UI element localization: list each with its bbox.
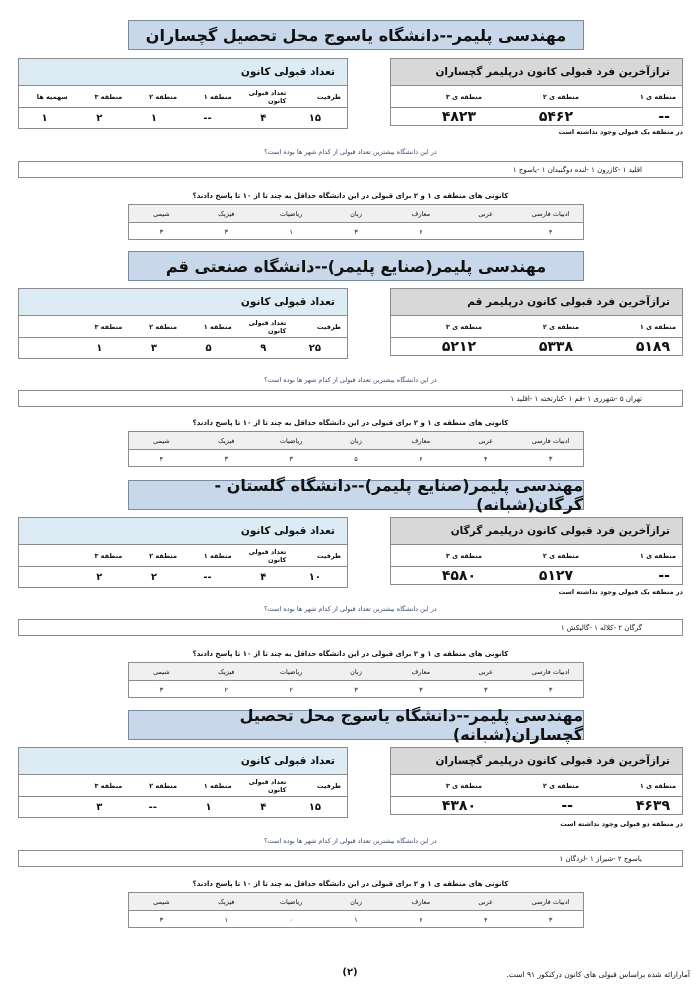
subject-header: زبان xyxy=(350,209,362,218)
table-cell: ۱۵ xyxy=(308,802,321,813)
city-question: در این دانشگاه بیشترین تعداد قبولی از کدام شهر ها بوده است؟ xyxy=(264,376,437,384)
subject-header: زبان xyxy=(350,667,362,676)
program-section xyxy=(0,20,700,252)
table-cell: ۴۸۲۳ xyxy=(441,109,476,125)
table-cell: -- xyxy=(658,109,670,125)
subject-value: ۳ xyxy=(419,685,423,694)
table-cell xyxy=(19,567,74,588)
table-cell: ۹ xyxy=(260,343,267,354)
admission-score-table xyxy=(390,517,683,585)
table-cell: ۵ xyxy=(205,343,212,354)
table-cell: -- xyxy=(561,798,573,814)
subject-value: ۴ xyxy=(159,454,164,463)
table-cell: ۴ xyxy=(260,572,267,583)
subject-value: ۱ xyxy=(289,227,293,236)
admission-score-table xyxy=(390,288,683,356)
column-header xyxy=(19,545,74,566)
table-cell: ۳ xyxy=(96,802,103,813)
subject-value: ۳ xyxy=(483,685,488,694)
column-header: منطقه ی ۳ xyxy=(445,322,482,331)
subject-table xyxy=(128,431,584,467)
column-header: تعداد قبولی کانون xyxy=(248,318,287,335)
table-column-headers xyxy=(19,545,347,567)
subject-value-row xyxy=(129,223,583,240)
table-row xyxy=(391,108,682,126)
table-note: در منطقه یک قبولی وجود نداشته است xyxy=(558,128,683,136)
table-cell: ۲ xyxy=(96,572,103,583)
table-note: در منطقه دو قبولی وجود نداشته است xyxy=(560,820,683,828)
subject-value: ۱ xyxy=(354,915,358,924)
subject-table xyxy=(128,892,584,928)
program-title: مهندسی پلیمر(صنایع پلیمر)--دانشگاه گلستان - گرگان(شبانه) xyxy=(128,480,584,510)
table-cell: -- xyxy=(203,572,212,583)
table-column-headers xyxy=(391,86,682,108)
table-row xyxy=(391,338,682,356)
table-cell: ۲ xyxy=(96,113,103,124)
table-header: تعداد قبولی کانون xyxy=(19,289,347,316)
subject-header: ریاضیات xyxy=(279,209,303,218)
table-column-headers xyxy=(391,545,682,567)
subject-question: کانونی های منطقه ی ۱ و ۲ برای قبولی در این دانشگاه حداقل به چند تا از ۱۰ تا پاسخ دادند؟ xyxy=(192,880,509,888)
subject-value: ۲ xyxy=(289,685,293,694)
table-cell: ۵۳۳۸ xyxy=(538,339,573,355)
column-header: منطقه ی ۳ xyxy=(445,551,482,560)
table-header: ترازآخرین فرد قبولی کانون درپلیمر گچساران xyxy=(391,59,682,86)
subject-header: فیزیک xyxy=(218,209,235,218)
table-cell: ۵۴۶۲ xyxy=(538,109,573,125)
acceptance-count-table xyxy=(18,747,348,818)
table-column-headers xyxy=(19,775,347,797)
subject-header: عربی xyxy=(478,436,494,445)
city-question: در این دانشگاه بیشترین تعداد قبولی از کدام شهر ها بوده است؟ xyxy=(264,605,437,613)
subject-header-row xyxy=(129,893,583,911)
subject-header: معارف xyxy=(411,436,431,445)
admission-score-table xyxy=(390,747,683,815)
table-cell: ۴ xyxy=(260,802,267,813)
column-header: ظرفیت xyxy=(317,551,341,560)
subject-header-row xyxy=(129,205,583,223)
column-header: منطقه ۲ xyxy=(149,322,177,331)
table-header: ترازآخرین فرد قبولی کانون درپلیمر قم xyxy=(391,289,682,316)
table-cell: ۱۰ xyxy=(308,572,321,583)
subject-value: ۳ xyxy=(159,227,164,236)
subject-header: فیزیک xyxy=(218,897,235,906)
subject-header: عربی xyxy=(478,209,494,218)
subject-header: شیمی xyxy=(153,209,170,218)
acceptance-count-table xyxy=(18,58,348,129)
table-cell: -- xyxy=(203,113,212,124)
table-header: ترازآخرین فرد قبولی کانون درپلیمر گرگان xyxy=(391,518,682,545)
table-cell: ۴ xyxy=(260,113,267,124)
subject-header-row xyxy=(129,432,583,450)
table-cell: -- xyxy=(148,802,157,813)
table-cell: ۳ xyxy=(150,343,157,354)
column-header: ظرفیت xyxy=(317,322,341,331)
table-cell: ۴۳۸۰ xyxy=(441,798,476,814)
table-column-headers xyxy=(19,316,347,338)
subject-header: ادبیات فارسی xyxy=(531,436,570,445)
source-note: آمارارائه شده براساس قبولی های کانون درکنکور ۹۱ است. xyxy=(506,970,690,979)
subject-value: ۳ xyxy=(548,685,553,694)
subject-value: ۳ xyxy=(159,685,164,694)
column-header: منطقه ۳ xyxy=(94,322,123,331)
subject-header: شیمی xyxy=(153,667,170,676)
column-header: سهمیه ها xyxy=(36,92,68,101)
table-column-headers xyxy=(391,775,682,797)
acceptance-count-table xyxy=(18,288,348,359)
table-cell: ۵۲۱۲ xyxy=(441,339,476,355)
subject-header: ادبیات فارسی xyxy=(531,897,570,906)
subject-header: معارف xyxy=(411,897,431,906)
column-header: ظرفیت xyxy=(317,781,341,790)
subject-header: شیمی xyxy=(153,897,170,906)
program-title: مهندسی پلیمر--دانشگاه یاسوج محل تحصیل گچساران(شبانه) xyxy=(128,710,584,740)
subject-question: کانونی های منطقه ی ۱ و ۲ برای قبولی در این دانشگاه حداقل به چند تا از ۱۰ تا پاسخ دادند؟ xyxy=(192,192,509,200)
subject-value: ۱ xyxy=(224,915,229,924)
subject-value: ۶ xyxy=(419,454,423,463)
table-cell: -- xyxy=(658,568,670,584)
column-header: منطقه ی ۲ xyxy=(542,92,579,101)
subject-table xyxy=(128,204,584,240)
column-header: منطقه ی ۱ xyxy=(639,551,676,560)
subject-value: ۰ xyxy=(289,915,293,924)
subject-value: ۳ xyxy=(548,915,553,924)
subject-value: ۳ xyxy=(224,227,229,236)
table-cell: ۵۱۲۷ xyxy=(538,568,573,584)
table-header: ترازآخرین فرد قبولی کانون درپلیمر گچساران xyxy=(391,748,682,775)
column-header: منطقه ی ۱ xyxy=(639,781,676,790)
subject-value: ۳ xyxy=(548,454,553,463)
program-section xyxy=(0,251,700,483)
subject-value: ۲ xyxy=(224,685,229,694)
table-note: در منطقه یک قبولی وجود نداشته است xyxy=(558,588,683,596)
city-question: در این دانشگاه بیشترین تعداد قبولی از کدام شهر ها بوده است؟ xyxy=(264,837,437,845)
subject-value: ۳ xyxy=(354,227,358,236)
table-cell: ۴۶۳۹ xyxy=(635,798,670,814)
subject-value: ۳ xyxy=(224,454,229,463)
table-cell: ۵۱۸۹ xyxy=(635,339,670,355)
subject-value: ۵ xyxy=(354,454,358,463)
column-header: منطقه ۲ xyxy=(149,781,177,790)
table-cell: ۴۵۸۰ xyxy=(441,568,476,584)
table-header: تعداد قبولی کانون xyxy=(19,748,347,775)
subject-header: فیزیک xyxy=(218,436,235,445)
column-header: منطقه ۲ xyxy=(149,551,177,560)
subject-header: عربی xyxy=(478,667,494,676)
subject-header: ریاضیات xyxy=(279,436,303,445)
column-header: تعداد قبولی کانون xyxy=(248,88,287,105)
subject-header: ریاضیات xyxy=(279,667,303,676)
subject-value: ۴ xyxy=(483,454,488,463)
column-header: منطقه ۱ xyxy=(203,92,232,101)
cities-box: یاسوج ۲ -شیراز ۱ -لردگان ۱ xyxy=(18,850,683,867)
column-header: منطقه ۳ xyxy=(94,551,123,560)
subject-value-row xyxy=(129,911,583,928)
column-header: منطقه ی ۲ xyxy=(542,781,579,790)
subject-header: معارف xyxy=(411,209,431,218)
table-row xyxy=(19,108,347,129)
table-cell: ۱ xyxy=(150,113,157,124)
subject-value: ۴ xyxy=(548,227,553,236)
subject-value: ۴ xyxy=(483,915,488,924)
program-section xyxy=(0,476,700,712)
city-question: در این دانشگاه بیشترین تعداد قبولی از کدام شهر ها بوده است؟ xyxy=(264,148,437,156)
subject-value: ۶ xyxy=(419,915,423,924)
table-row xyxy=(391,797,682,815)
admission-score-table xyxy=(390,58,683,126)
column-header: منطقه ی ۱ xyxy=(639,322,676,331)
table-row xyxy=(391,567,682,585)
table-column-headers xyxy=(391,316,682,338)
subject-value-row xyxy=(129,681,583,698)
table-cell: ۲ xyxy=(150,572,157,583)
column-header: منطقه ۱ xyxy=(203,551,232,560)
subject-header-row xyxy=(129,663,583,681)
program-title: مهندسی پلیمر(صنایع پلیمر)--دانشگاه صنعتی قم xyxy=(128,251,584,281)
table-row xyxy=(19,567,347,588)
column-header: منطقه ۳ xyxy=(94,781,123,790)
subject-header: فیزیک xyxy=(218,667,235,676)
subject-value: ۳ xyxy=(159,915,164,924)
table-cell: ۱ xyxy=(41,113,48,124)
table-cell: ۱ xyxy=(205,802,212,813)
subject-value: ۶ xyxy=(419,227,423,236)
column-header xyxy=(19,316,74,337)
column-header: منطقه ۱ xyxy=(203,322,232,331)
table-cell xyxy=(19,797,74,818)
subject-header: زبان xyxy=(350,897,362,906)
subject-header: ادبیات فارسی xyxy=(531,667,570,676)
program-title: مهندسی پلیمر--دانشگاه یاسوج محل تحصیل گچساران xyxy=(128,20,584,50)
cities-box: گرگان ۲ -کلاله ۱ -گالیکش ۱ xyxy=(18,619,683,636)
column-header: منطقه ۱ xyxy=(203,781,232,790)
subject-value xyxy=(453,223,518,240)
table-cell: ۱۵ xyxy=(308,113,321,124)
subject-header: ادبیات فارسی xyxy=(531,209,570,218)
subject-header: عربی xyxy=(478,897,494,906)
column-header: منطقه ی ۱ xyxy=(639,92,676,101)
column-header: ظرفیت xyxy=(317,92,341,101)
column-header xyxy=(19,775,74,796)
column-header: منطقه ۳ xyxy=(94,92,123,101)
subject-table xyxy=(128,662,584,698)
column-header: منطقه ی ۳ xyxy=(445,92,482,101)
subject-value: ۳ xyxy=(354,685,358,694)
subject-value-row xyxy=(129,450,583,467)
subject-value: ۳ xyxy=(289,454,293,463)
column-header: منطقه ۲ xyxy=(149,92,177,101)
cities-box: تهران ۵ -شهرری ۱ -قم ۱ -کنارتخته ۱ -اقلید ۱ xyxy=(18,390,683,407)
table-cell: ۱ xyxy=(96,343,103,354)
column-header: منطقه ی ۲ xyxy=(542,551,579,560)
acceptance-count-table xyxy=(18,517,348,588)
table-header: تعداد قبولی کانون xyxy=(19,59,347,86)
table-row xyxy=(19,338,347,359)
subject-question: کانونی های منطقه ی ۱ و ۲ برای قبولی در این دانشگاه حداقل به چند تا از ۱۰ تا پاسخ دادند؟ xyxy=(192,419,509,427)
program-section xyxy=(0,706,700,942)
subject-question: کانونی های منطقه ی ۱ و ۲ برای قبولی در این دانشگاه حداقل به چند تا از ۱۰ تا پاسخ دادند؟ xyxy=(192,650,509,658)
column-header: تعداد قبولی کانون xyxy=(248,777,287,794)
cities-box: اقلید ۱ -کازرون ۱ -لنده دوگنبدان ۱ -یاسوج ۱ xyxy=(18,161,683,178)
page-number: (۲) xyxy=(342,967,358,978)
table-cell: ۲۵ xyxy=(308,343,321,354)
subject-header: معارف xyxy=(411,667,431,676)
subject-header: زبان xyxy=(350,436,362,445)
table-cell xyxy=(19,338,74,359)
table-header: تعداد قبولی کانون xyxy=(19,518,347,545)
column-header: منطقه ی ۳ xyxy=(445,781,482,790)
subject-header: ریاضیات xyxy=(279,897,303,906)
column-header: تعداد قبولی کانون xyxy=(248,547,287,564)
table-column-headers xyxy=(19,86,347,108)
subject-header: شیمی xyxy=(153,436,170,445)
table-row xyxy=(19,797,347,818)
column-header: منطقه ی ۲ xyxy=(542,322,579,331)
